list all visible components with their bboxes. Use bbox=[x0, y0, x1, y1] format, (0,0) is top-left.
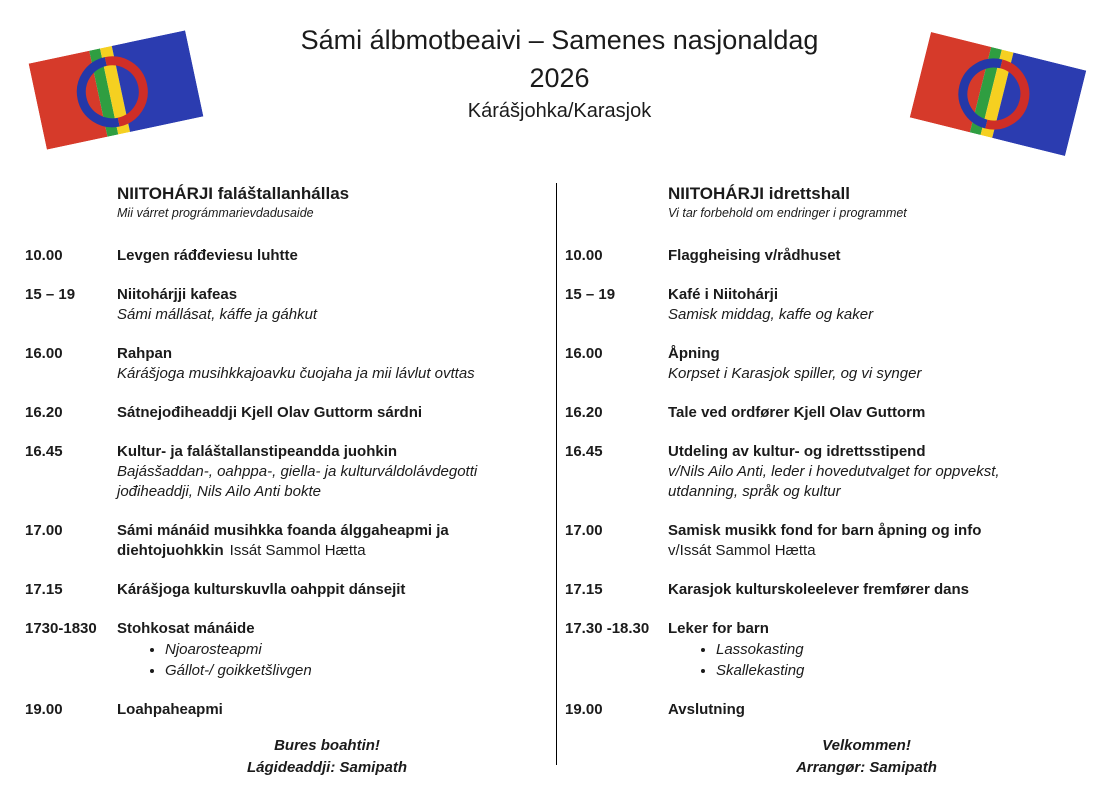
bullet-item: • Skallekasting bbox=[716, 660, 1065, 681]
row-time: 16.45 bbox=[565, 443, 603, 460]
row-detail: v/Nils Ailo Anti, leder i hovedutvalget for oppvekst, utdanning, språk og kultur bbox=[668, 463, 1000, 500]
schedule-row bbox=[25, 521, 537, 561]
column-subheader: Mii várret prográmmarievdadusaide bbox=[117, 206, 314, 220]
row-time: 16.00 bbox=[565, 345, 603, 362]
row-detail: Kárášjoga musihkkajoavku čuojaha ja mii lávlut ovttas bbox=[117, 365, 475, 382]
bullet-item: • Njoarosteapmi bbox=[165, 639, 537, 660]
footer-welcome: Velkommen! bbox=[822, 737, 911, 754]
column-sami-header-block bbox=[117, 183, 537, 221]
row-time: 16.20 bbox=[25, 404, 63, 421]
column-sami bbox=[25, 183, 537, 779]
row-time: 15 – 19 bbox=[565, 286, 616, 303]
column-subheader: Vi tar forbehold om endringer i programmet bbox=[668, 206, 907, 220]
schedule-row bbox=[565, 344, 1065, 384]
row-title: Sátnejođiheaddji Kjell Olav Guttorm sárdni bbox=[117, 404, 423, 421]
column-footer bbox=[668, 735, 1065, 779]
row-title: Kultur- ja faláštallanstipeandda juohkin bbox=[117, 443, 398, 460]
footer-welcome: Bures boahtin! bbox=[274, 737, 380, 754]
schedule-row bbox=[25, 580, 537, 600]
row-title: Niitohárjji kafeas bbox=[117, 286, 238, 303]
row-detail: Sámi mállásat, káffe ja gáhkut bbox=[117, 306, 318, 323]
row-title: Utdeling av kultur- og idrettsstipend bbox=[668, 443, 926, 460]
bullet-list bbox=[117, 639, 537, 681]
row-time: 10.00 bbox=[25, 247, 63, 264]
row-title: Levgen ráđđeviesu luhtte bbox=[117, 247, 298, 264]
row-time: 17.30 -18.30 bbox=[565, 620, 650, 637]
row-title: Åpning bbox=[668, 345, 720, 362]
row-title: Rahpan bbox=[117, 345, 173, 362]
column-norwegian bbox=[565, 183, 1065, 779]
schedule-row bbox=[25, 442, 537, 502]
row-title: Leker for barn bbox=[668, 620, 769, 637]
column-header: NIITOHÁRJI faláštallanhállas bbox=[117, 184, 350, 203]
row-detail: v/Issát Sammol Hætta bbox=[668, 542, 816, 559]
row-title: Samisk musikk fond for barn åpning og info bbox=[668, 522, 982, 539]
schedule-row bbox=[25, 700, 537, 720]
row-time: 17.00 bbox=[565, 522, 603, 539]
row-title: Flaggheising v/rådhuset bbox=[668, 247, 841, 264]
schedule-row bbox=[565, 403, 1065, 423]
schedule-row bbox=[565, 619, 1065, 681]
bullet-item: • Gállot-/ goikketšlivgen bbox=[165, 660, 537, 681]
row-title-suffix: Issát Sammol Hætta bbox=[229, 542, 366, 559]
row-title: Stohkosat mánáide bbox=[117, 620, 255, 637]
row-title: Kafé i Niitohárji bbox=[668, 286, 779, 303]
row-time: 19.00 bbox=[25, 701, 63, 718]
schedule-row bbox=[565, 285, 1065, 325]
row-detail: Korpset i Karasjok spiller, og vi synger bbox=[668, 365, 922, 382]
row-time: 16.45 bbox=[25, 443, 63, 460]
row-time: 17.00 bbox=[25, 522, 63, 539]
schedule-row bbox=[565, 442, 1065, 502]
row-title: Karasjok kulturskoleelever fremfører dans bbox=[668, 581, 969, 598]
schedule-row bbox=[565, 580, 1065, 600]
page-title: Sámi álbmotbeaivi – Samenes nasjonaldag bbox=[300, 25, 819, 55]
column-footer bbox=[117, 735, 537, 779]
row-title: Avslutning bbox=[668, 701, 745, 718]
row-detail: Samisk middag, kaffe og kaker bbox=[668, 306, 874, 323]
footer-organizer: Lágideaddji: Samipath bbox=[246, 759, 408, 776]
row-time: 16.20 bbox=[565, 404, 603, 421]
bullet-list bbox=[668, 639, 1065, 681]
row-title: Kárášjoga kulturskuvlla oahppit dánsejit bbox=[117, 581, 406, 598]
row-time: 15 – 19 bbox=[25, 286, 76, 303]
row-time: 1730-1830 bbox=[25, 620, 97, 637]
row-title-bold: Sámi mánáid musihkka foanda álggaheapmi ja diehtojuohkkin bbox=[117, 522, 449, 559]
schedule-row bbox=[25, 619, 537, 681]
row-time: 17.15 bbox=[25, 581, 63, 598]
column-divider bbox=[556, 183, 557, 765]
page-title-year: 2026 bbox=[529, 63, 590, 93]
row-time: 19.00 bbox=[565, 701, 603, 718]
row-title: Loahpaheapmi bbox=[117, 701, 223, 718]
schedule-row bbox=[565, 700, 1065, 720]
row-time: 17.15 bbox=[565, 581, 603, 598]
schedule-row bbox=[25, 285, 537, 325]
row-title: Tale ved ordfører Kjell Olav Guttorm bbox=[668, 404, 926, 421]
schedule-row bbox=[25, 246, 537, 266]
row-detail: Bajásšaddan-, oahppa-, giella- ja kulturváldolávdegotti jođiheaddji, Nils Ailo Anti bokte bbox=[117, 463, 478, 500]
column-norwegian-header-block bbox=[668, 183, 1065, 221]
row-time: 10.00 bbox=[565, 247, 603, 264]
schedule-row bbox=[25, 403, 537, 423]
schedule-row bbox=[25, 344, 537, 384]
row-time: 16.00 bbox=[25, 345, 63, 362]
schedule-row bbox=[565, 246, 1065, 266]
footer-organizer: Arrangør: Samipath bbox=[796, 759, 937, 776]
column-header: NIITOHÁRJI idrettshall bbox=[668, 184, 850, 203]
page-subtitle-location: Kárášjohka/Karasjok bbox=[467, 100, 652, 122]
row-title bbox=[117, 521, 537, 561]
schedule-row bbox=[565, 521, 1065, 561]
bullet-item: • Lassokasting bbox=[716, 639, 1065, 660]
